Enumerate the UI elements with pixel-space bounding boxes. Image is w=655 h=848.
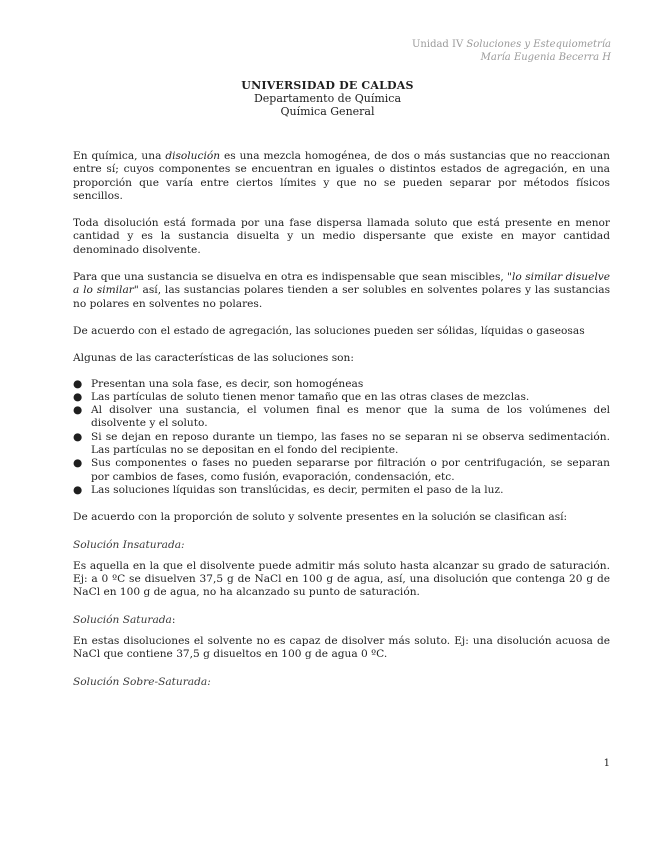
paragraph-text: En química, una xyxy=(73,150,166,162)
section-title-saturada: Solución Saturada xyxy=(73,613,172,626)
list-item xyxy=(73,484,610,497)
list-item xyxy=(73,431,610,458)
characteristics-list xyxy=(73,378,610,498)
paragraph-text: es una mezcla homogénea, de dos o más sustancias que no reaccionan entre sí; cuyos componentes se encuentran en iguales o distintos estados de agregación, en una proporción que varía entre ciertos límites y que no se pueden separar por métodos físicos sencillos. xyxy=(73,150,610,202)
paragraph-definition xyxy=(73,150,610,203)
list-item xyxy=(73,391,610,404)
paragraph-miscibility xyxy=(73,271,610,311)
paragraph-characteristics-intro: Algunas de las características de las soluciones son: xyxy=(73,352,354,365)
document-body xyxy=(73,150,610,689)
list-item-text: Presentan una sola fase, es decir, son homogéneas xyxy=(91,377,364,390)
paragraph-text: así, las sustancias polares tienden a ser solubles en solventes polares y las sustancias no polares en solventes no polares. xyxy=(73,284,611,310)
paragraph-states: De acuerdo con el estado de agregación, las soluciones pueden ser sólidas, líquidas o gaseosas xyxy=(73,324,585,337)
bullet-icon: ● xyxy=(73,430,83,443)
bullet-icon: ● xyxy=(73,457,83,470)
bullet-icon: ● xyxy=(73,377,83,390)
running-header xyxy=(412,38,611,64)
header-unit-line xyxy=(412,38,611,51)
term-disolucion: disolución xyxy=(165,150,221,162)
bullet-icon: ● xyxy=(73,404,83,417)
university-title: UNIVERSIDAD DE CALDAS xyxy=(241,79,414,92)
list-item xyxy=(73,404,610,431)
header-unit-prefix: Unidad IV xyxy=(412,39,467,50)
section-title-insaturada: Solución Insaturada: xyxy=(73,538,185,551)
title-block xyxy=(0,79,655,118)
section-title-sobresaturada: Solución Sobre-Saturada: xyxy=(73,675,211,688)
list-item xyxy=(73,378,610,391)
paragraph-text: Para que una sustancia se disuelva en otra es indispensable que sean miscibles, xyxy=(73,271,508,284)
list-item xyxy=(73,457,610,484)
header-author: María Eugenia Becerra H xyxy=(480,52,611,63)
list-item-text: Si se dejan en reposo durante un tiempo, las fases no se separan ni se observa sedimentación. Las partículas no se depositan en el fondo del recipiente. xyxy=(91,430,610,457)
paragraph-classification: De acuerdo con la proporción de soluto y solvente presentes en la solución se clasifican así: xyxy=(73,511,568,524)
list-item-text: Sus componentes o fases no pueden separarse por filtración o por centrifugación, se separan por cambios de fases, como fusión, evaporación, condensación, etc. xyxy=(91,457,610,483)
bullet-icon: ● xyxy=(73,483,83,496)
course-title: Química General xyxy=(280,105,375,118)
list-item-text: Las soluciones líquidas son translúcidas, es decir, permiten el paso de la luz. xyxy=(91,483,504,496)
quote-similar: "lo similar disuelve a lo similar" xyxy=(73,271,610,297)
bullet-icon: ● xyxy=(73,390,83,403)
list-item-text: Las partículas de soluto tienen menor tamaño que en las otras clases de mezclas. xyxy=(91,390,530,403)
section-title-colon: : xyxy=(171,613,176,626)
section-title-saturada-line xyxy=(73,614,610,627)
page-number: 1 xyxy=(603,758,610,769)
header-unit-topic: Soluciones y Estequiometría xyxy=(466,39,611,50)
paragraph-components: Toda disolución está formada por una fase dispersa llamada soluto que está presente en menor cantidad y es la sustancia disuelta y un medio dispersante que existe en mayor cantidad denominado disolvente. xyxy=(73,217,610,256)
department-title: Departamento de Química xyxy=(253,92,402,105)
section-text-saturada: En estas disoluciones el solvente no es capaz de disolver más soluto. Ej: una disolución acuosa de NaCl que contiene 37,5 g disueltos en 100 g de agua 0 ºC. xyxy=(73,635,610,661)
list-item-text: Al disolver una sustancia, el volumen final es menor que la suma de los volúmenes del disolvente y el soluto. xyxy=(91,404,610,430)
section-text-insaturada: Es aquella en la que el disolvente puede admitir más soluto hasta alcanzar su grado de saturación. Ej: a 0 ºC se disuelven 37,5 g de NaCl en 100 g de agua, así, una disolución que contenga 20 g de NaCl en 100 g de agua, no ha alcanzado su punto de saturación. xyxy=(73,559,610,599)
